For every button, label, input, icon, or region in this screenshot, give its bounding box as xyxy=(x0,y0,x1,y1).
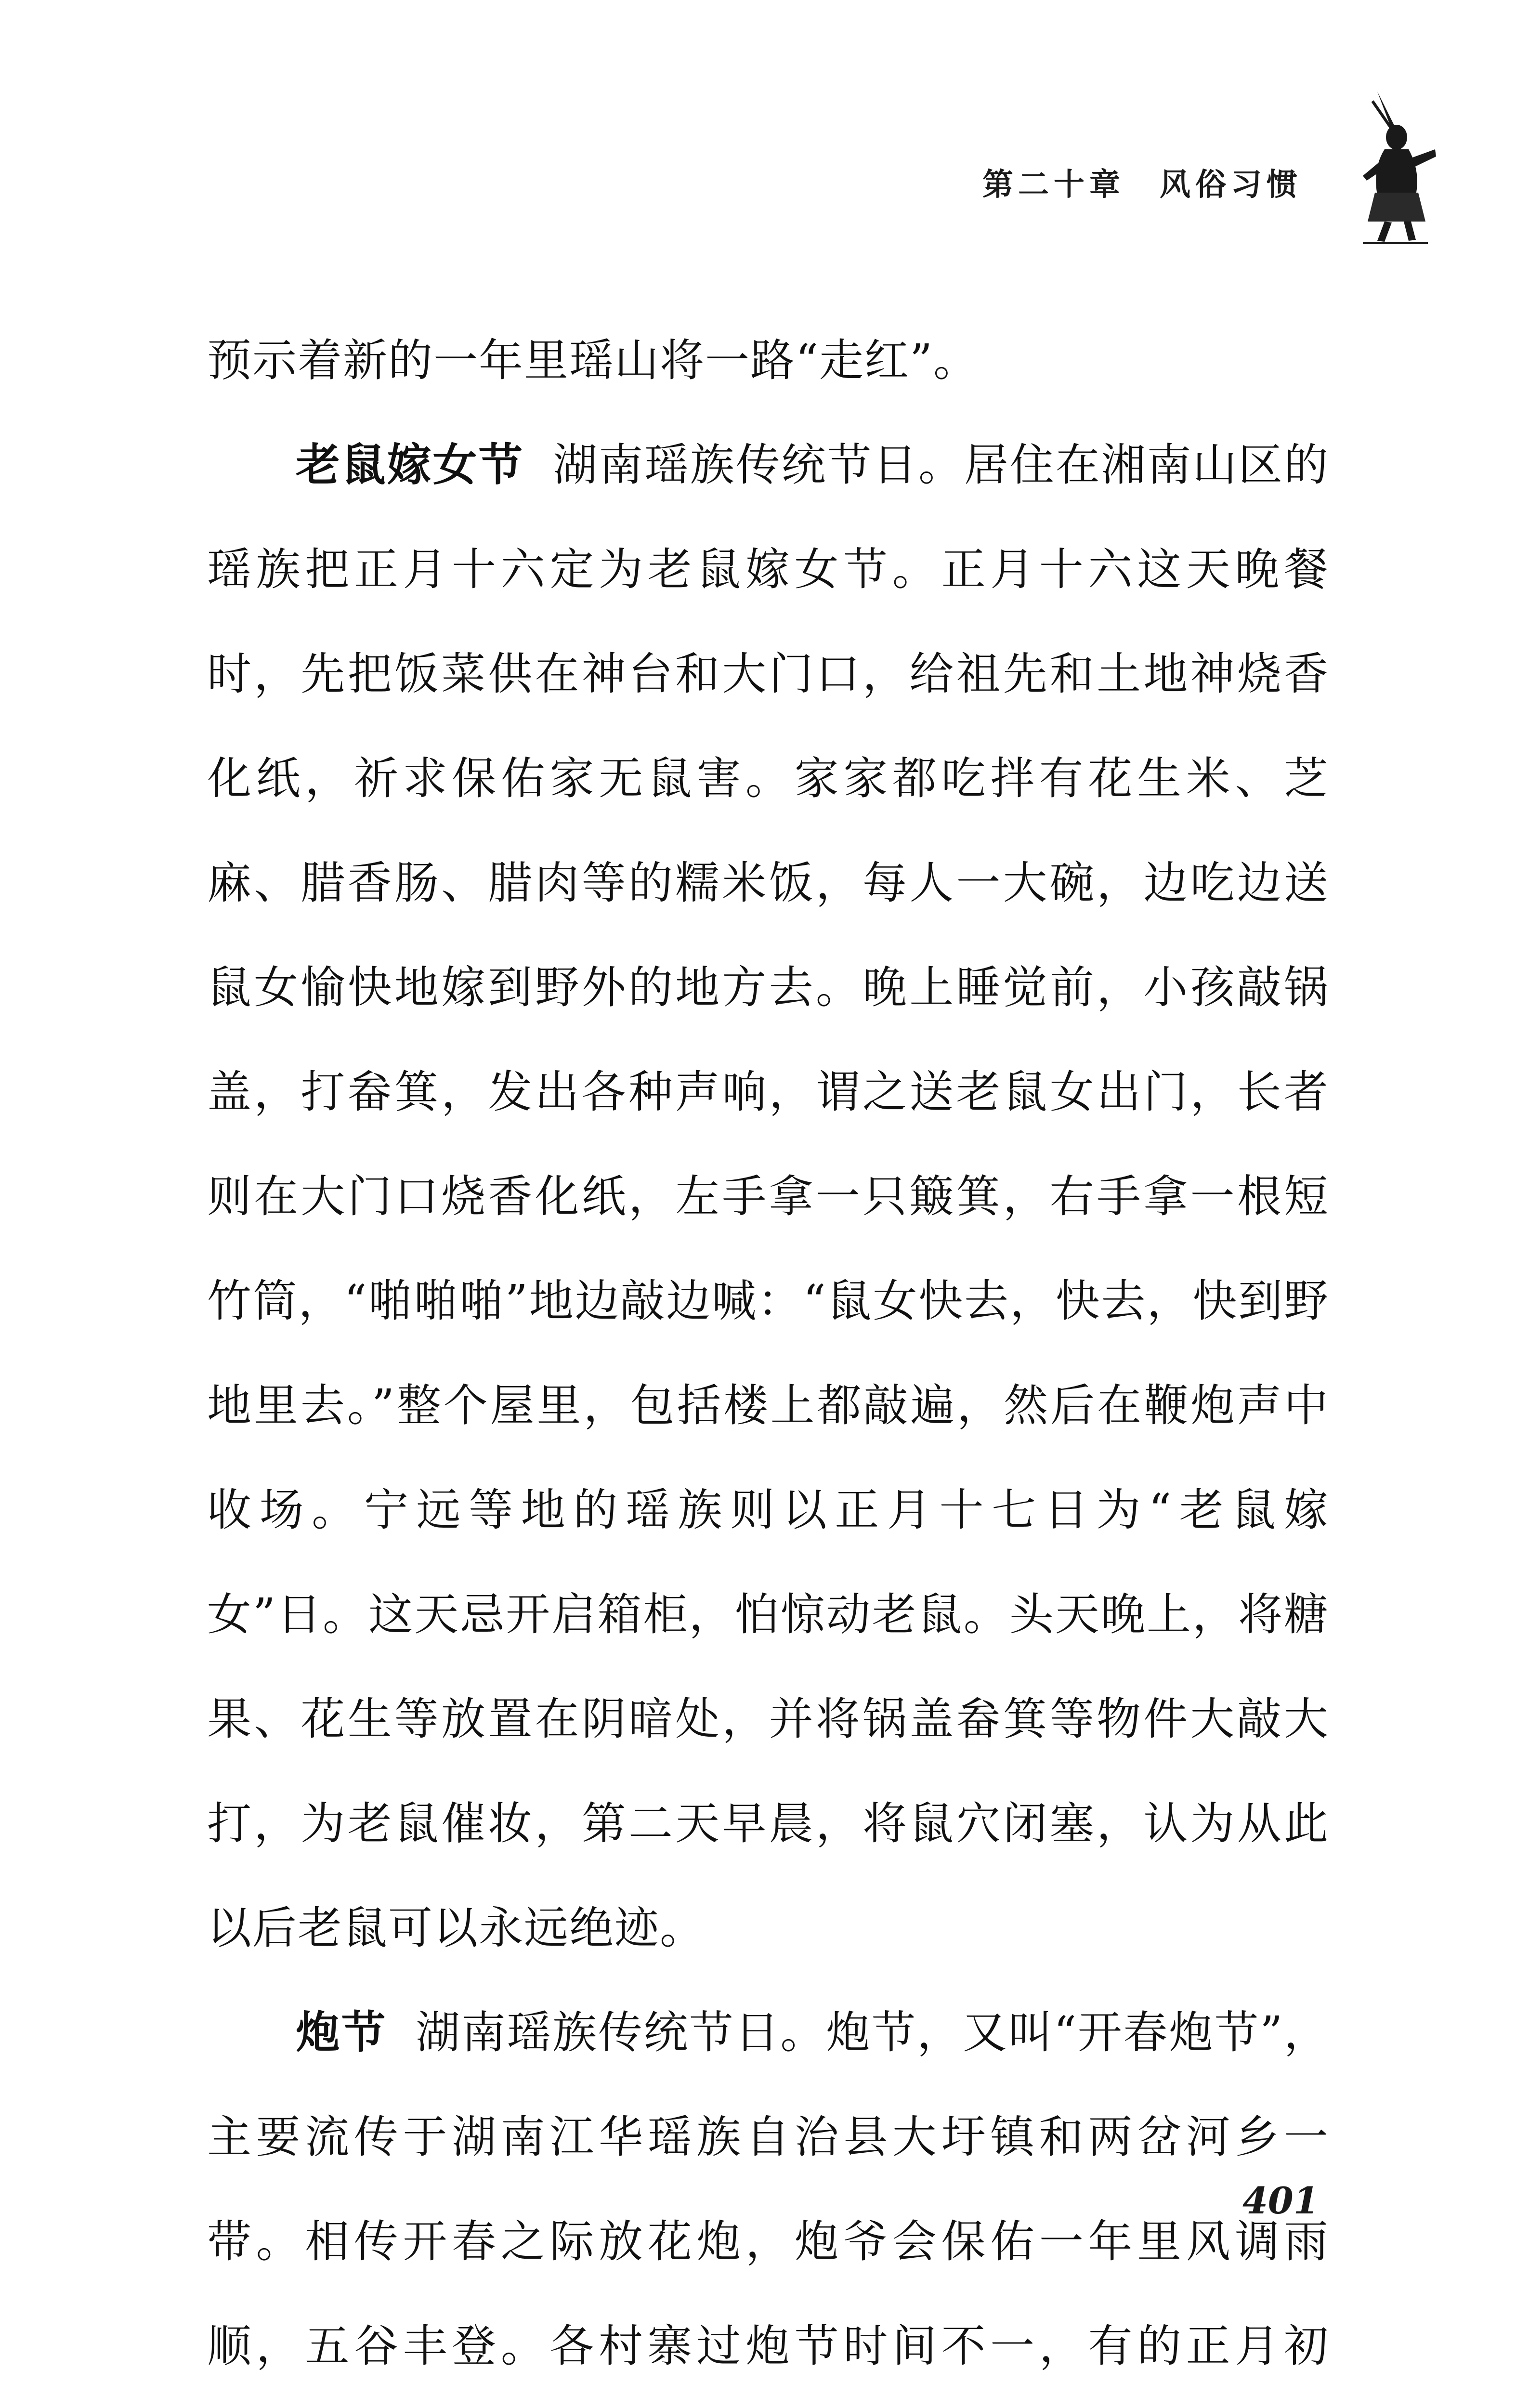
dancer-figure-icon xyxy=(1344,87,1440,246)
page-number: 401 xyxy=(1242,2179,1319,2222)
entry-text: 湖南瑶族传统节日。居住在湘南山区的瑶族把正月十六定为老鼠嫁女节。正月十六这天晚餐时，先把饭菜供在神台和大门口，给祖先和土地神烧香化纸，祈求保佑家无鼠害。家家都吃拌有花生米、芝麻、腊香肠、腊肉等的糯米饭，每人一大碗，边吃边送鼠女愉快地嫁到野外的地方去。晚上睡觉前，小孩敲锅盖，打畚箕，发出各种声响，谓之送老鼠女出门，长者则在大门口烧香化纸，左手拿一只簸箕，右手拿一根短竹筒，“啪啪啪”地边敲边喊：“鼠女快去，快去，快到野地里去。”整个屋里，包括楼上都敲遍，然后在鞭炮声中收场。宁远等地的瑶族则以正月十七日为“老鼠嫁女”日。这天忌开启箱柜，怕惊动老鼠。头天晚上，将糖果、花生等放置在阴暗处，并将锅盖畚箕等物件大敲大打，为老鼠催妆，第二天早晨，将鼠穴闭塞，认为从此以后老鼠可以永远绝迹。 xyxy=(207,439,1329,1954)
entry-title: 老鼠嫁女节 xyxy=(296,439,524,491)
chapter-title: 风俗习惯 xyxy=(1160,167,1302,203)
entry-text: 湖南瑶族传统节日。炮节，又叫“开春炮节”，主要流传于湖南江华瑶族自治县大圩镇和两岔河乡一带。相传开春之际放花炮，炮爷会保佑一年里风调雨顺，五谷丰登。各村寨过炮节时间不一，有的正月初 xyxy=(207,2007,1329,2372)
entry-title: 炮节 xyxy=(296,2007,387,2058)
entry-laoshu-jianv xyxy=(207,413,1329,1980)
entry-pao-jie xyxy=(207,1980,1329,2408)
body-text xyxy=(207,308,1329,2408)
chapter-number: 第二十章 xyxy=(982,167,1125,203)
running-header xyxy=(982,153,1302,211)
paragraph-continuation xyxy=(207,308,1329,413)
paragraph-text: 预示着新的一年里瑶山将一路“走红”。 xyxy=(207,335,979,386)
